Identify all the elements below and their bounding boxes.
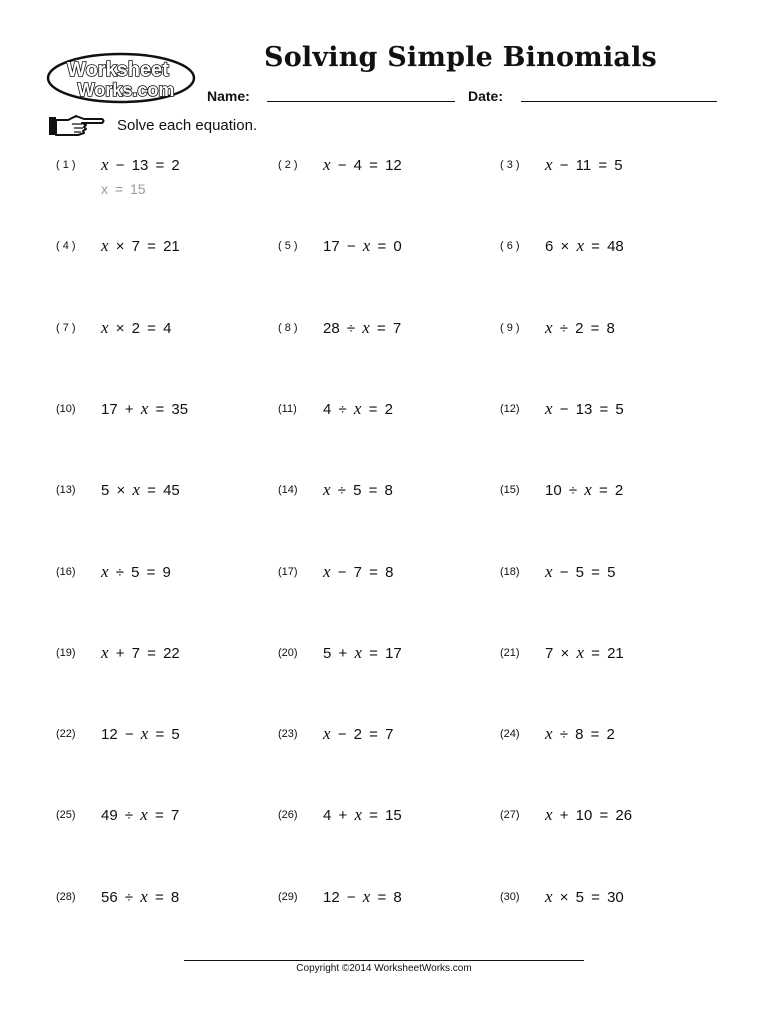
equation-text: = 2 [361,400,393,418]
date-field-line[interactable] [521,101,717,102]
equation-text: × 5 = 30 [552,888,624,906]
variable-x: x [140,886,148,906]
problem-number: (28) [56,890,76,903]
variable-x: x [362,317,370,337]
problem-equation [101,318,171,338]
equation-text: ÷ 8 = 2 [552,726,615,744]
equation-text: 12 − [101,726,141,744]
problem-number: (14) [278,484,298,497]
equation-text: × 7 = 21 [108,238,180,256]
variable-x: x [545,724,553,744]
problem-equation [101,643,180,663]
date-label: Date: [468,88,504,104]
problem-equation [323,643,402,663]
problem-number: (13) [56,484,76,497]
variable-x: x [545,317,553,337]
equation-text: = 35 [148,400,189,418]
equation-text: = 0 [370,238,402,256]
problem-equation [323,318,401,338]
variable-x: x [353,398,362,418]
name-field-line[interactable] [267,101,455,102]
problem-number: (29) [278,890,298,903]
variable-x: x [101,642,109,662]
problem-equation [101,236,180,256]
problem-number: ( 7 ) [56,321,76,334]
variable-x: x [323,561,331,581]
equation-text: − 5 = 5 [552,563,616,581]
equation-text: − 13 = 2 [108,157,180,174]
problem-equation [323,887,402,907]
problem-number: (27) [500,809,520,822]
problem-number: ( 8 ) [278,321,298,334]
variable-x: x [576,236,584,256]
problem-equation [101,480,180,500]
equation-text: = 8 [147,888,180,906]
equation-text: 4 + [323,807,355,825]
equation-text: 17 − [323,238,363,256]
equation-text: = 48 [583,238,624,256]
equation-text: 28 ÷ [323,319,363,337]
problem-number: ( 4 ) [56,240,76,253]
equation-text: + 10 = 26 [552,807,633,825]
variable-x: x [354,805,362,825]
problem-equation [323,480,393,500]
problem-equation [545,236,624,256]
equation-text: × 2 = 4 [108,319,172,337]
equation-text: + 7 = 22 [108,644,180,662]
problem-equation [545,155,623,175]
variable-x: x [545,398,553,418]
equation-text: 49 ÷ [101,807,141,825]
variable-x: x [323,480,331,500]
equation-text: = 7 [369,319,402,337]
variable-x: x [101,236,109,256]
equation-text: = 5 [148,726,180,744]
equation-text: 56 ÷ [101,888,141,906]
equation-text: − 7 = 8 [330,563,394,581]
equation-text: 6 × [545,238,577,256]
variable-x: x [101,155,109,174]
equation-text: = 7 [147,807,180,825]
problem-number: (18) [500,565,520,578]
worksheetworks-logo [46,52,196,104]
variable-x: x [323,724,331,744]
problem-number: (11) [278,402,297,415]
problem-number: ( 6 ) [500,240,520,253]
problem-number: (17) [278,565,298,578]
problem-number: (21) [500,646,520,659]
page-title: Solving Simple Binomials [264,42,657,73]
problem-equation [323,399,393,419]
variable-x: x [354,642,362,662]
problem-equation [545,399,624,419]
problem-equation [545,480,623,500]
problem-equation [101,562,171,582]
equation-text: ÷ 5 = 8 [330,482,393,500]
problem-equation [545,643,624,663]
equation-text: ÷ 2 = 8 [552,319,615,337]
problem-equation [545,318,615,338]
problem-equation [101,805,179,825]
problem-equation [545,805,632,825]
equation-text: = 2 [591,482,624,500]
problem-equation [545,724,615,744]
problem-equation [101,399,188,419]
equation-text: 7 × [545,644,577,662]
logo-text-line2: Works.com [77,80,175,100]
equation-text: 12 − [323,888,363,906]
problem-number: (20) [278,646,298,659]
variable-x: x [140,724,149,744]
variable-x: x [545,155,553,174]
variable-x: x [545,561,553,581]
variable-x: x [362,886,371,906]
variable-x: x [132,480,140,500]
problem-equation [323,562,393,582]
variable-x: x [101,317,109,337]
logo-text-line1: Worksheet [67,59,169,81]
problem-number: ( 5 ) [278,240,298,253]
problem-number: ( 1 ) [56,159,76,171]
equation-text: 17 + [101,400,141,418]
problem-number: (26) [278,809,298,822]
problem-number: (10) [56,402,76,415]
equation-text: − 13 = 5 [552,400,624,418]
problem-equation [101,724,180,744]
equation-text: − 2 = 7 [330,726,394,744]
problem-equation [323,236,402,256]
problem-number: (25) [56,809,76,822]
problem-equation [545,887,624,907]
variable-x: x [140,398,149,418]
footer-divider [184,960,584,961]
variable-x: x [576,642,584,662]
problem-equation [545,562,615,582]
name-label: Name: [207,88,250,104]
variable-x: x [584,480,592,500]
variable-x: x [545,805,553,825]
variable-x: x [323,155,331,174]
equation-text: = 8 [370,888,402,906]
problem-number: (15) [500,484,520,497]
example-answer: x = 15 [101,181,146,197]
problem-number: (23) [278,728,298,741]
problem-equation [323,805,402,825]
equation-text: 10 ÷ [545,482,585,500]
problem-number: (19) [56,646,76,659]
problem-equation [101,155,180,175]
equation-text: ÷ 5 = 9 [108,563,171,581]
problem-number: ( 3 ) [500,159,520,171]
problem-number: ( 9 ) [500,321,520,334]
problem-number: (22) [56,728,76,741]
equation-text: − 4 = 12 [330,157,402,174]
variable-x: x [362,236,371,256]
problem-equation [101,887,179,907]
copyright-text: Copyright ©2014 WorksheetWorks.com [296,963,472,974]
instruction-text: Solve each equation. [117,117,258,134]
problem-equation [323,724,393,744]
variable-x: x [101,561,109,581]
equation-text: − 11 = 5 [552,157,623,174]
problem-number: (24) [500,728,520,741]
equation-text: = 45 [139,482,180,500]
problem-number: (16) [56,565,76,578]
equation-text: = 17 [361,644,402,662]
equation-text: = 15 [361,807,402,825]
pointing-hand-icon [48,114,106,138]
equation-text: = 21 [583,644,624,662]
problem-number: ( 2 ) [278,159,298,171]
problem-equation [323,155,402,175]
equation-text: 4 ÷ [323,400,354,418]
equation-text: 5 + [323,644,355,662]
variable-x: x [140,805,148,825]
equation-text: 5 × [101,482,133,500]
variable-x: x [545,886,553,906]
problem-number: (12) [500,402,520,415]
problem-number: (30) [500,890,520,903]
